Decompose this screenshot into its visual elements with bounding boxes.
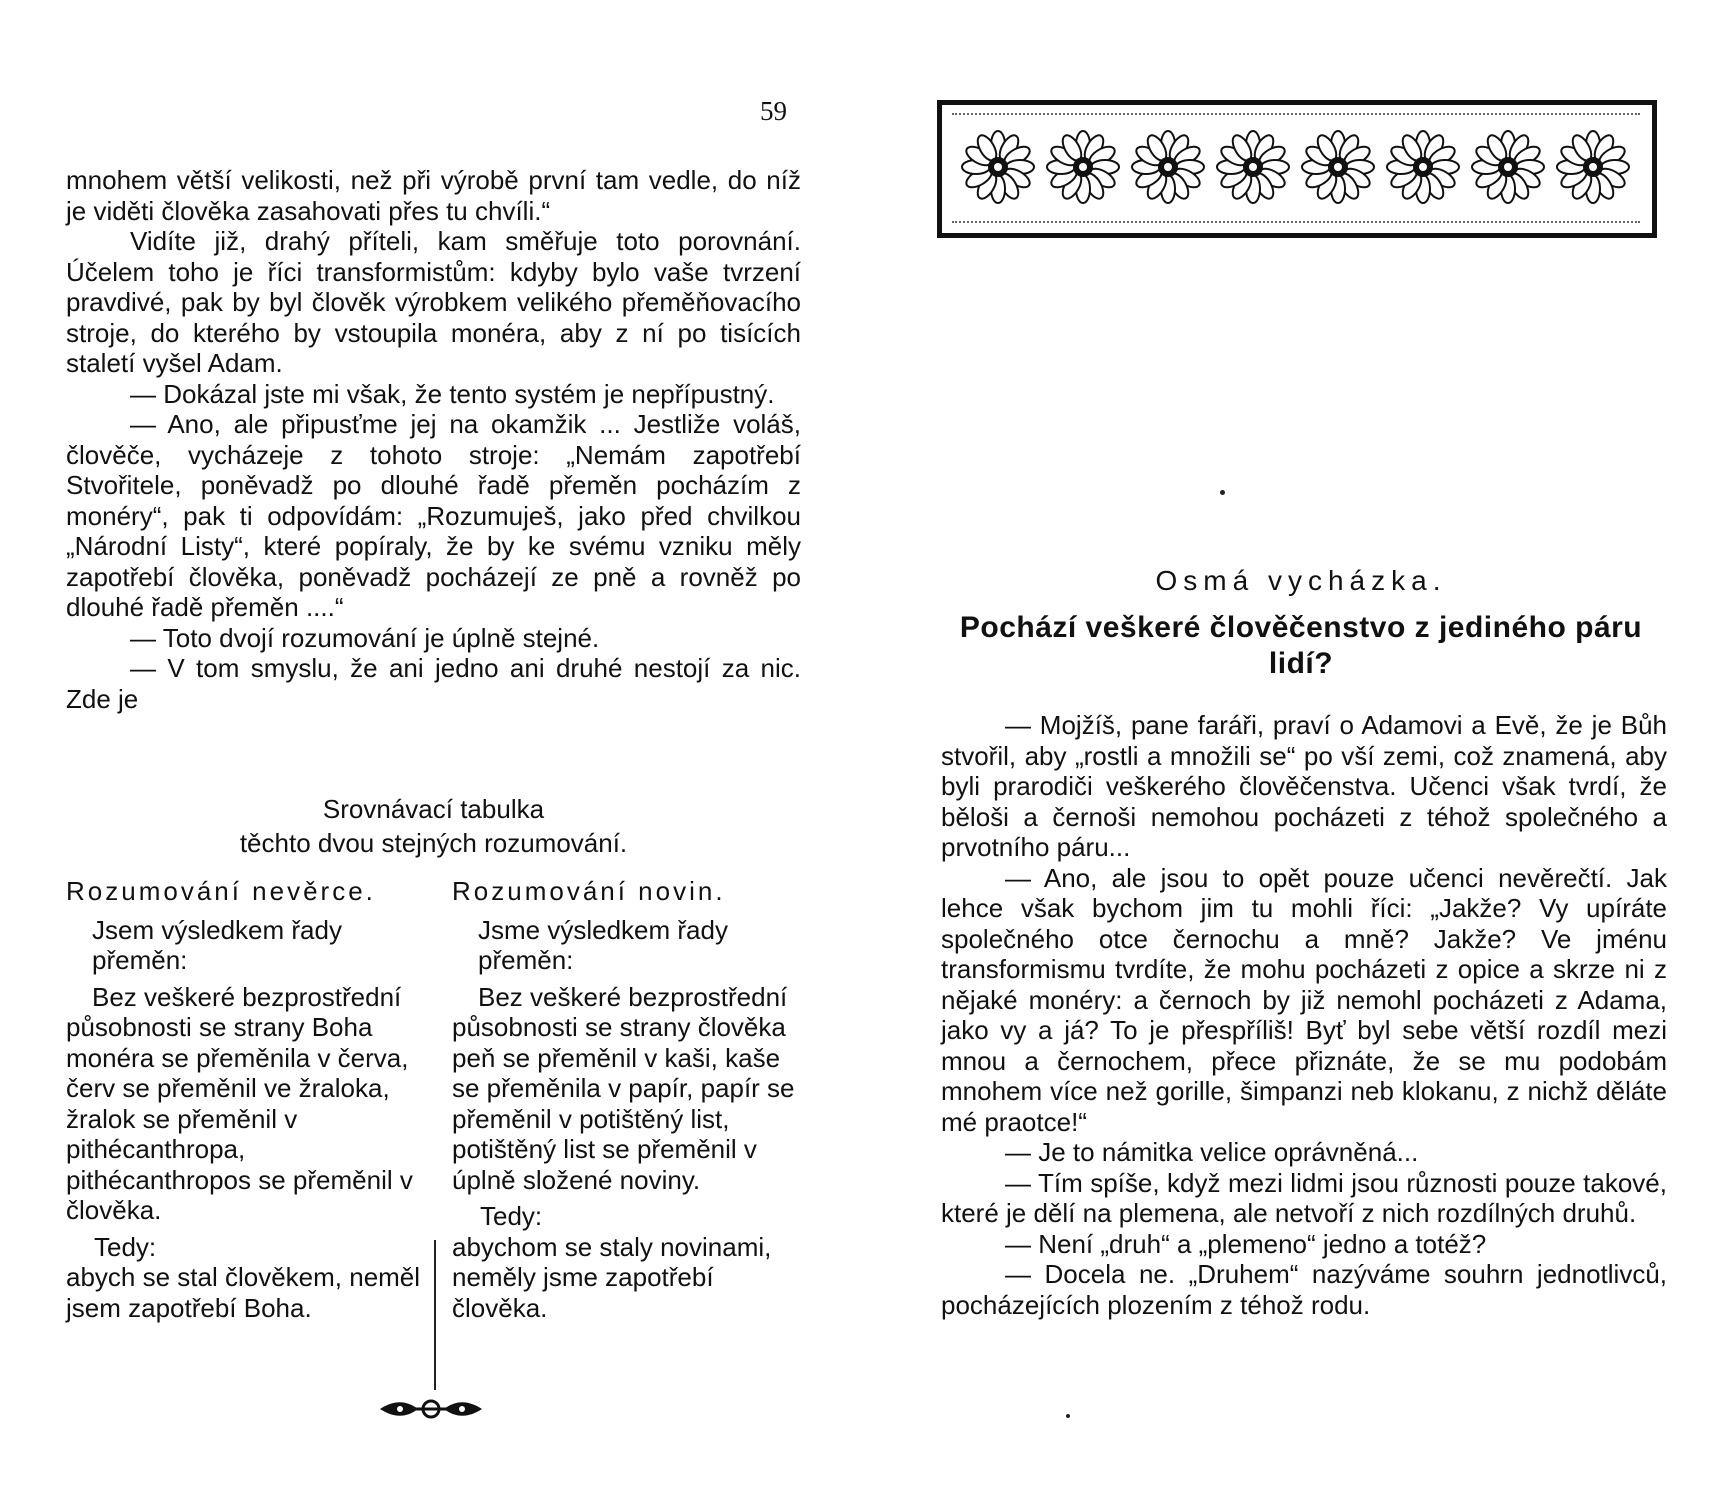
column-body: Bez veškeré bezprostřední působnosti se strany člověka peň se přeměnil v kaši, kaše se přeměnila v papír, papír se přeměnil v potištěný list, potištěný list se přeměnil v úplně složené noviny. [452,981,795,1195]
column-heading: Rozumování nevěrce. [66,876,376,906]
column-conclusion: abych se stal člověkem, neměl jsem zapotřebí Boha. [66,1262,421,1323]
comparison-subtitle: těchto dvou stejných rozumování. [239,828,628,858]
column-heading: Rozumování novin. [452,876,726,906]
column-body: Bez veškeré bezprostřední působnosti se strany Boha monéra se přeměnila v červa, červ se přeměnil ve žraloka, žralok se přeměnil v pithécanthropa, pithécanthropos se přeměnil v člověka. [66,981,413,1225]
comparison-column-newspaper [452,876,812,1323]
decorative-header-frame [937,100,1657,238]
paragraph: — Ano, ale připusťme jej na okamžik ... Jestliže voláš, člověče, vycházeje z tohoto stroje: „Nemám zapotřebí Stvořitele, poněvadž po dlouhé řadě přeměn pocházím z monéry“, pak ti odpovídám: „Rozumuješ, jako před chvilkou „Národní Listy“, které popíraly, že by ke svému vzniku měly zapotřebí člověka, poněvadž pocházejí ze pně a rovněž po dlouhé řadě přeměn ....“ [66,409,801,622]
right-body-text [941,710,1667,1320]
right-page [861,0,1722,1500]
paragraph: mnohem větší velikosti, než při výrobě první tam vedle, do níž je viděti člověka zasahovati přes tu chvíli.“ [66,165,801,226]
print-dot [1220,490,1225,495]
paragraph: — Je to námitka velice oprávněná... [1005,1137,1419,1167]
column-intro: Jsme výsledkem řady přeměn: [478,914,728,975]
comparison-title: Srovnávací tabulka [322,794,545,824]
paragraph: — Toto dvojí rozumování je úplně stejné. [130,622,600,653]
paragraph: — Docela ne. „Druhem“ nazýváme souhrn jednotlivců, pocházejících plozením z téhož rodu. [941,1259,1667,1320]
paragraph: — Dokázal jste mi však, že tento systém je nepřípustný. [130,378,775,409]
paragraph: — V tom smyslu, že ani jedno ani druhé nestojí za nic. Zde je [66,653,801,714]
column-divider [434,1240,436,1390]
paragraph: — Ano, ale jsou to opět pouze učenci nevěrečtí. Jak lehce však bychom jim tu mohli říci: „Jakže? Vy upíráte společného otce černochu a mně? Jakže? Ve jménu transformismu tvrdíte, že mohu pocházeti z opice a skrze ni z nějaké monéry: a černoch by již nemohl pocházeti z Adama, jako vy a já? To je přespříliš! Byť byl sebe větší rozdíl mezi mnou a černochem, přece přiznáte, že se mu podobám mnohem více než gorille, šimpanzi neb klokanu, z nichž děláte mé praotce!“ [941,862,1667,1137]
paragraph: Vidíte již, drahý příteli, kam směřuje toto porovnání. Účelem toho je říci transformistům: kdyby bylo vaše tvrzení pravdivé, pak by byl člověk výrobkem velikého přeměňovacího stroje, do kterého by vstoupila monéra, aby z ní po tisících staletí vyšel Adam. [66,226,801,378]
column-tedy: Tedy: [480,1201,543,1231]
page-number: 59 [760,96,787,126]
rosette-row-icon [958,129,1638,209]
column-tedy: Tedy: [94,1231,157,1262]
column-conclusion: abychom se staly novinami, neměly jsme zapotřebí člověka. [452,1231,772,1323]
chapter-title: Osmá vycházka. [1155,565,1447,596]
paragraph: — Tím spíše, když mezi lidmi jsou různosti pouze takové, které je dělí na plemena, ale netvoří z nich rozdílných druhů. [941,1167,1667,1228]
comparison-column-unbeliever [66,876,426,1323]
end-ornament-icon [376,1398,486,1425]
left-body-text [66,165,801,714]
chapter-question-heading: Pochází veškeré člověčenstvo z jediného páru lidí? [959,611,1643,680]
paragraph: — Mojžíš, pane faráři, praví o Adamovi a Evě, že je Bůh stvořil, aby „rostli a množili se“ po vší zemi, což znamená, aby byli prarodiči veškerého člověčenstva. Učenci však tvrdí, že běloši a černoši nemohou pocházeti z téhož společného a prvotního páru... [941,710,1667,862]
column-intro: Jsem výsledkem řady přeměn: [92,914,342,975]
paragraph: — Není „druh“ a „plemeno“ jedno a totéž? [1005,1228,1487,1259]
print-dot [1066,1414,1070,1418]
